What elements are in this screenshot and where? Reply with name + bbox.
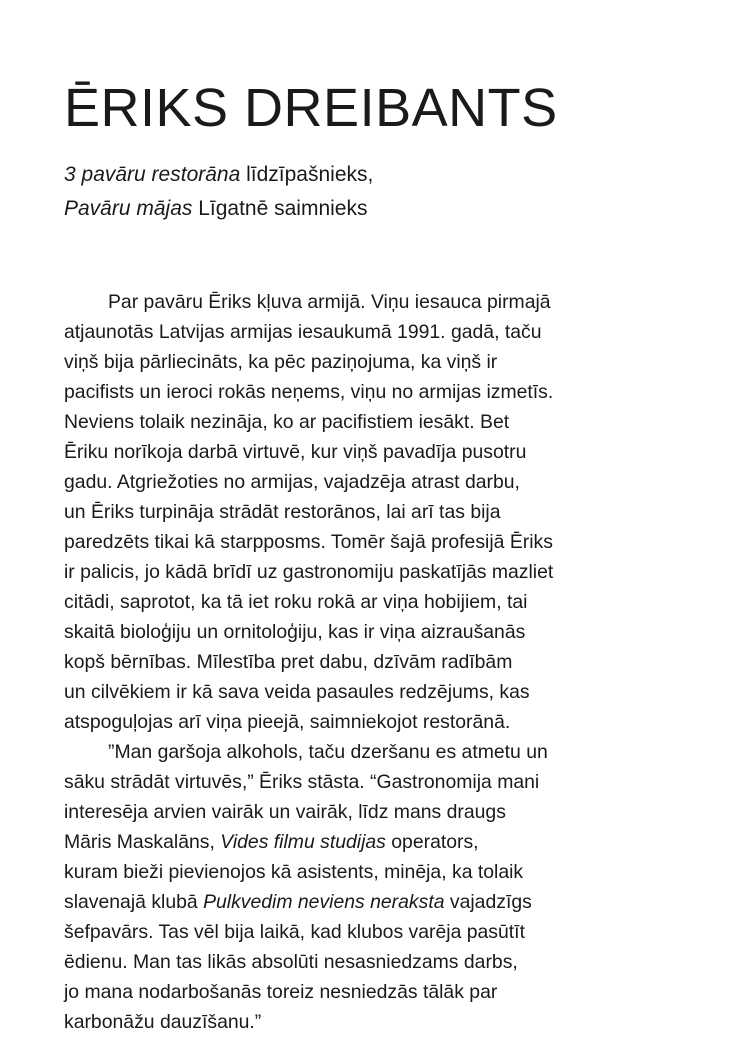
text-line: šefpavārs. Tas vēl bija laikā, kad klubos varēja pasūtīt <box>64 921 525 943</box>
subtitle-line-2 <box>64 192 373 226</box>
text-line <box>64 887 684 917</box>
restaurant-name: 3 pavāru restorāna <box>64 163 241 186</box>
text-line: Par pavāru Ēriks kļuva armijā. Viņu iesauca pirmajā <box>108 291 551 313</box>
club-name: Pulkvedim neviens neraksta <box>203 891 445 913</box>
paragraph-2 <box>64 737 684 1037</box>
article-body <box>64 287 684 1037</box>
text-line: sāku strādāt virtuvēs,” Ēriks stāsta. “Gastronomija mani <box>64 771 540 793</box>
text-line: skaitā bioloģiju un ornitoloģiju, kas ir viņa aizraušanās <box>64 621 526 643</box>
text-line: un cilvēkiem ir kā sava veida pasaules redzējums, kas <box>64 681 530 703</box>
text-line: ir palicis, jo kādā brīdī uz gastronomiju paskatījās mazliet <box>64 561 554 583</box>
text-line: citādi, saprotot, ka tā iet roku rokā ar viņa hobijiem, tai <box>64 591 528 613</box>
text-line: viņš bija pārliecināts, ka pēc paziņojuma, ka viņš ir <box>64 351 498 373</box>
text-line: jo mana nodarbošanās toreiz nesniedzās tālāk par <box>64 981 498 1003</box>
text-line: kopš bērnības. Mīlestība pret dabu, dzīvām radībām <box>64 651 513 673</box>
text-line: un Ēriks turpināja strādāt restorānos, lai arī tas bija <box>64 501 501 523</box>
text-segment: vajadzīgs <box>444 891 532 913</box>
text-line <box>64 827 684 857</box>
studio-name: Vides filmu studijas <box>220 831 386 853</box>
text-line: Ēriku norīkoja darbā virtuvē, kur viņš pavadīja pusotru <box>64 441 527 463</box>
text-segment: operators, <box>385 831 479 853</box>
text-line: karbonāžu dauzīšanu.” <box>64 1011 262 1033</box>
subtitle-line-1 <box>64 158 373 192</box>
house-name: Pavāru mājas <box>64 197 193 220</box>
text-line: kuram bieži pievienojos kā asistents, minēja, ka tolaik <box>64 861 524 883</box>
text-line: atjaunotās Latvijas armijas iesaukumā 1991. gadā, taču <box>64 321 542 343</box>
text-line: atspoguļojas arī viņa pieejā, saimniekojot restorānā. <box>64 711 511 733</box>
subtitle-text: Līgatnē saimnieks <box>192 197 368 220</box>
subtitle-text: līdzīpašnieks, <box>240 163 374 186</box>
page-title: ĒRIKS DREIBANTS <box>64 78 558 138</box>
text-segment: Māris Maskalāns, <box>64 831 221 853</box>
subtitle <box>64 158 373 226</box>
text-segment: slavenajā klubā <box>64 891 204 913</box>
text-line: pacifists un ieroci rokās neņems, viņu no armijas izmetīs. <box>64 381 554 403</box>
paragraph-1 <box>64 287 684 737</box>
text-line: ”Man garšoja alkohols, taču dzeršanu es atmetu un <box>108 741 548 763</box>
text-line: Neviens tolaik nezināja, ko ar pacifistiem iesākt. Bet <box>64 411 510 433</box>
text-line: ēdienu. Man tas likās absolūti nesasniedzams darbs, <box>64 951 518 973</box>
text-line: gadu. Atgriežoties no armijas, vajadzēja atrast darbu, <box>64 471 520 493</box>
text-line: paredzēts tikai kā starpposms. Tomēr šajā profesijā Ēriks <box>64 531 553 553</box>
text-line: interesēja arvien vairāk un vairāk, līdz mans draugs <box>64 801 506 823</box>
